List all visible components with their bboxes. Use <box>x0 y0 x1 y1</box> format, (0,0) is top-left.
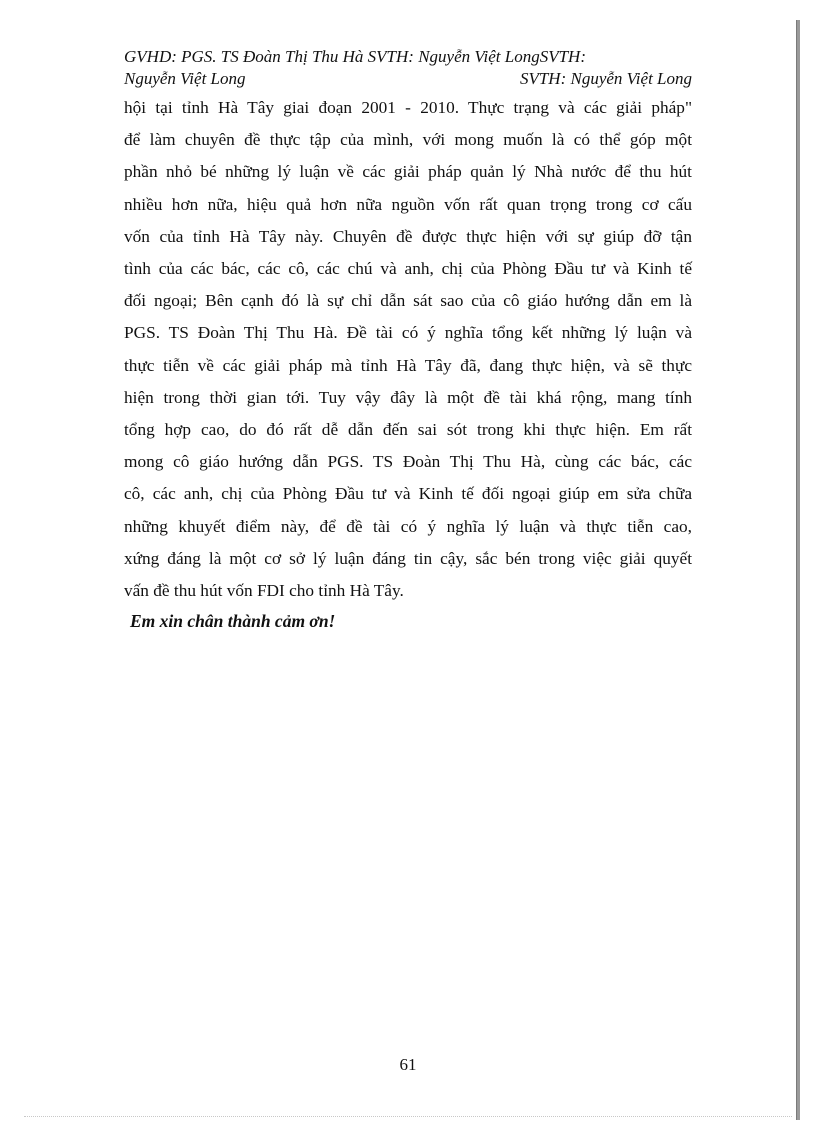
header-line-2 <box>124 68 692 90</box>
paragraph-line: những khuyết điểm này, để đề tài có ý nghĩa lý luận và thực tiễn cao, <box>124 516 692 536</box>
paragraph-line: tổng hợp cao, do đó rất dễ dẫn đến sai sót trong khi thực hiện. Em rất <box>124 420 692 440</box>
paragraph-line: tình của các bác, các cô, các chú và anh, chị của Phòng Đầu tư và Kinh tế <box>124 259 692 279</box>
header-line-2-right: SVTH: Nguyễn Việt Long <box>519 69 692 88</box>
paragraph-line: cô, các anh, chị của Phòng Đầu tư và Kinh tế đối ngoại giúp em sửa chữa <box>124 484 692 504</box>
paragraph-line: thực tiễn về các giải pháp mà tỉnh Hà Tây đã, đang thực hiện, và sẽ thực <box>124 355 692 375</box>
closing-thanks: Em xin chân thành cảm ơn! <box>130 611 336 631</box>
paragraph-line: nhiều hơn nữa, hiệu quả hơn nữa nguồn vốn rất quan trọng trong cơ cấu <box>124 194 692 214</box>
paragraph-line: vốn của tỉnh Hà Tây này. Chuyên đề được thực hiện với sự giúp đỡ tận <box>124 226 692 246</box>
paragraph-line: hiện trong thời gian tới. Tuy vậy đây là một đề tài khá rộng, mang tính <box>124 387 692 407</box>
paragraph-line: đối ngoại; Bên cạnh đó là sự chỉ dẫn sát sao của cô giáo hướng dẫn em là <box>124 291 692 311</box>
running-header <box>124 46 692 90</box>
page-number: 61 <box>399 1055 417 1074</box>
paragraph-line: hội tại tỉnh Hà Tây giai đoạn 2001 - 2010. Thực trạng và các giải pháp" <box>124 98 692 117</box>
paragraph-line: để làm chuyên đề thực tập của mình, với mong muốn là có thể góp một <box>124 130 692 150</box>
body-paragraph <box>124 92 692 607</box>
paragraph-line: PGS. TS Đoàn Thị Thu Hà. Đề tài có ý nghĩa tổng kết những lý luận và <box>124 323 692 343</box>
paragraph-line: vấn đề thu hút vốn FDI cho tỉnh Hà Tây. <box>124 581 404 601</box>
header-line-2-left: Nguyễn Việt Long <box>124 69 246 88</box>
paragraph-line: phần nhỏ bé những lý luận về các giải pháp quản lý Nhà nước để thu hút <box>124 162 692 182</box>
paragraph-line: xứng đáng là một cơ sở lý luận đáng tin cậy, sắc bén trong việc giải quyết <box>124 548 692 568</box>
paragraph-line: mong cô giáo hướng dẫn PGS. TS Đoàn Thị Thu Hà, cùng các bác, các <box>124 452 692 472</box>
bottom-divider <box>24 1116 792 1117</box>
header-line-1: GVHD: PGS. TS Đoàn Thị Thu Hà SVTH: Nguyễn Việt LongSVTH: <box>124 47 586 66</box>
